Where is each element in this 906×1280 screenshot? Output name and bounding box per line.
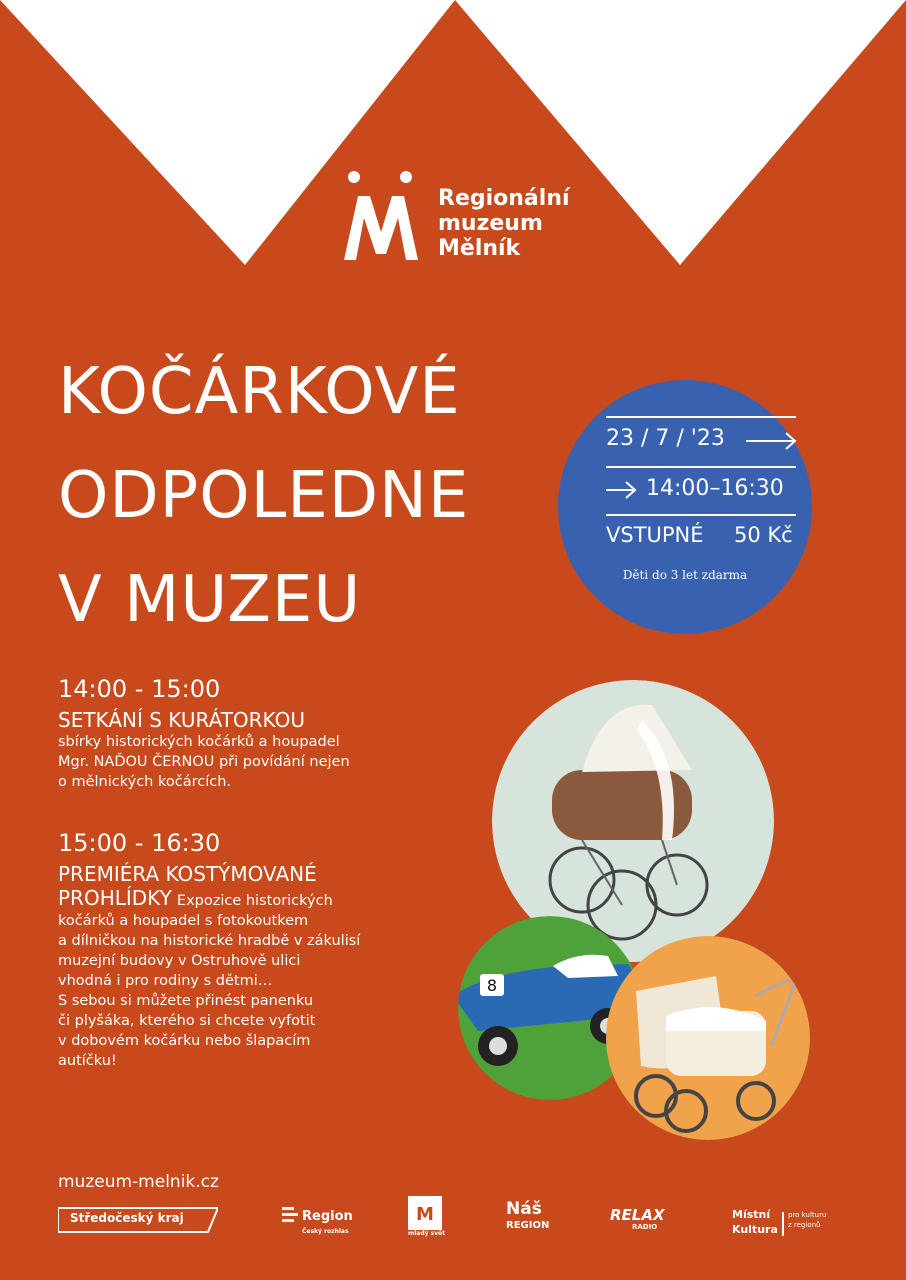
program-desc-line: muzejní budovy v Ostruhově ulici: [58, 953, 301, 969]
mistni-sub1: pro kulturu: [788, 1211, 827, 1219]
museum-name: [438, 186, 570, 261]
title-line2: ODPOLEDNE: [58, 459, 470, 533]
sponsor-mlady-svet: [408, 1196, 446, 1240]
program-item-2: [58, 828, 458, 1071]
program-desc-line: či plyšáka, kterého si chcete vyfotit: [58, 1013, 316, 1029]
mlady-svet-icon: [408, 1196, 442, 1230]
arrow-right-icon: [746, 431, 798, 451]
mistni-line1: Místní: [732, 1208, 771, 1221]
relax-name: RELAX: [610, 1206, 665, 1224]
mistni-line2: Kultura: [732, 1223, 778, 1236]
museum-name-line1: Regionální: [438, 186, 570, 211]
program-desc-line: v dobovém kočárku nebo šlapacím: [58, 1033, 311, 1049]
program-desc-line: S sebou si můžete přinést panenku: [58, 993, 314, 1009]
stredocesky-kraj-logo: [58, 1207, 218, 1233]
program-heading: SETKÁNÍ S KURÁTORKOU: [58, 708, 305, 732]
event-date: 23 / 7 / '23: [606, 426, 725, 451]
program-time: 14:00 - 15:00: [58, 675, 221, 703]
nas-top: Náš: [506, 1199, 542, 1219]
relax-sub: RADIO: [632, 1223, 658, 1231]
museum-name-line3: Mělník: [438, 236, 521, 261]
sponsor-mistni-kultura: [732, 1208, 842, 1242]
program-desc-first: Expozice historických: [176, 893, 333, 909]
sponsor-region-name: Region: [302, 1209, 353, 1224]
svg-text:8: 8: [486, 976, 498, 995]
title-line1: KOČÁRKOVÉ: [58, 355, 461, 429]
event-time: 14:00–16:30: [646, 476, 784, 501]
program-desc-line: autíčku!: [58, 1053, 117, 1069]
divider-line: [606, 466, 796, 468]
nas-bottom: REGION: [506, 1220, 550, 1231]
museum-name-line2: muzeum: [438, 211, 543, 236]
sponsor-relax-radio: [610, 1206, 678, 1236]
program-desc-line: vhodná i pro rodiny s dětmi…: [58, 973, 273, 989]
sponsor-region-sub: Český rozhlas: [302, 1228, 349, 1235]
arrow-right-icon: [606, 480, 638, 500]
event-info-circle: [558, 380, 812, 634]
admission-note: Děti do 3 let zdarma: [622, 568, 748, 582]
kraj-name: Středočeský kraj: [70, 1211, 184, 1225]
sponsor-mlady-name: mladý svět: [408, 1230, 446, 1237]
program-desc-line: Mgr. NAĎOU ČERNOU při povídání nejen: [58, 754, 350, 770]
museum-logo: [340, 168, 600, 263]
museum-logo-mark: [340, 168, 422, 263]
divider-line: [606, 514, 796, 516]
program-desc-line: sbírky historických kočárků a houpadel: [58, 734, 340, 750]
program-heading-cont: PROHLÍDKY: [58, 886, 172, 910]
title-line3: V MUZEU: [58, 563, 362, 637]
photo-cream-pram: [606, 936, 810, 1140]
program-item-1: [58, 674, 458, 792]
admission-price: 50 Kč: [734, 523, 793, 547]
website-link[interactable]: muzeum-melnik.cz: [58, 1172, 219, 1192]
cro-icon: [282, 1206, 298, 1226]
program-desc-line: o mělnických kočárcích.: [58, 774, 232, 790]
event-title: [58, 340, 469, 652]
sponsor-nas-region: [506, 1200, 566, 1236]
mistni-sub2: z regionů: [788, 1221, 821, 1229]
program-heading: PREMIÉRA KOSTÝMOVANÉ: [58, 862, 317, 886]
svg-text:M: M: [416, 1204, 434, 1225]
program-time: 15:00 - 16:30: [58, 829, 221, 857]
admission-label: VSTUPNÉ: [606, 523, 704, 547]
mistni-divider: [782, 1212, 784, 1236]
program-desc-line: a dílničkou na historické hradbě v zákulisí: [58, 933, 361, 949]
program-desc-line: kočárků a houpadel s fotokoutkem: [58, 913, 309, 929]
divider-line: [606, 416, 796, 418]
